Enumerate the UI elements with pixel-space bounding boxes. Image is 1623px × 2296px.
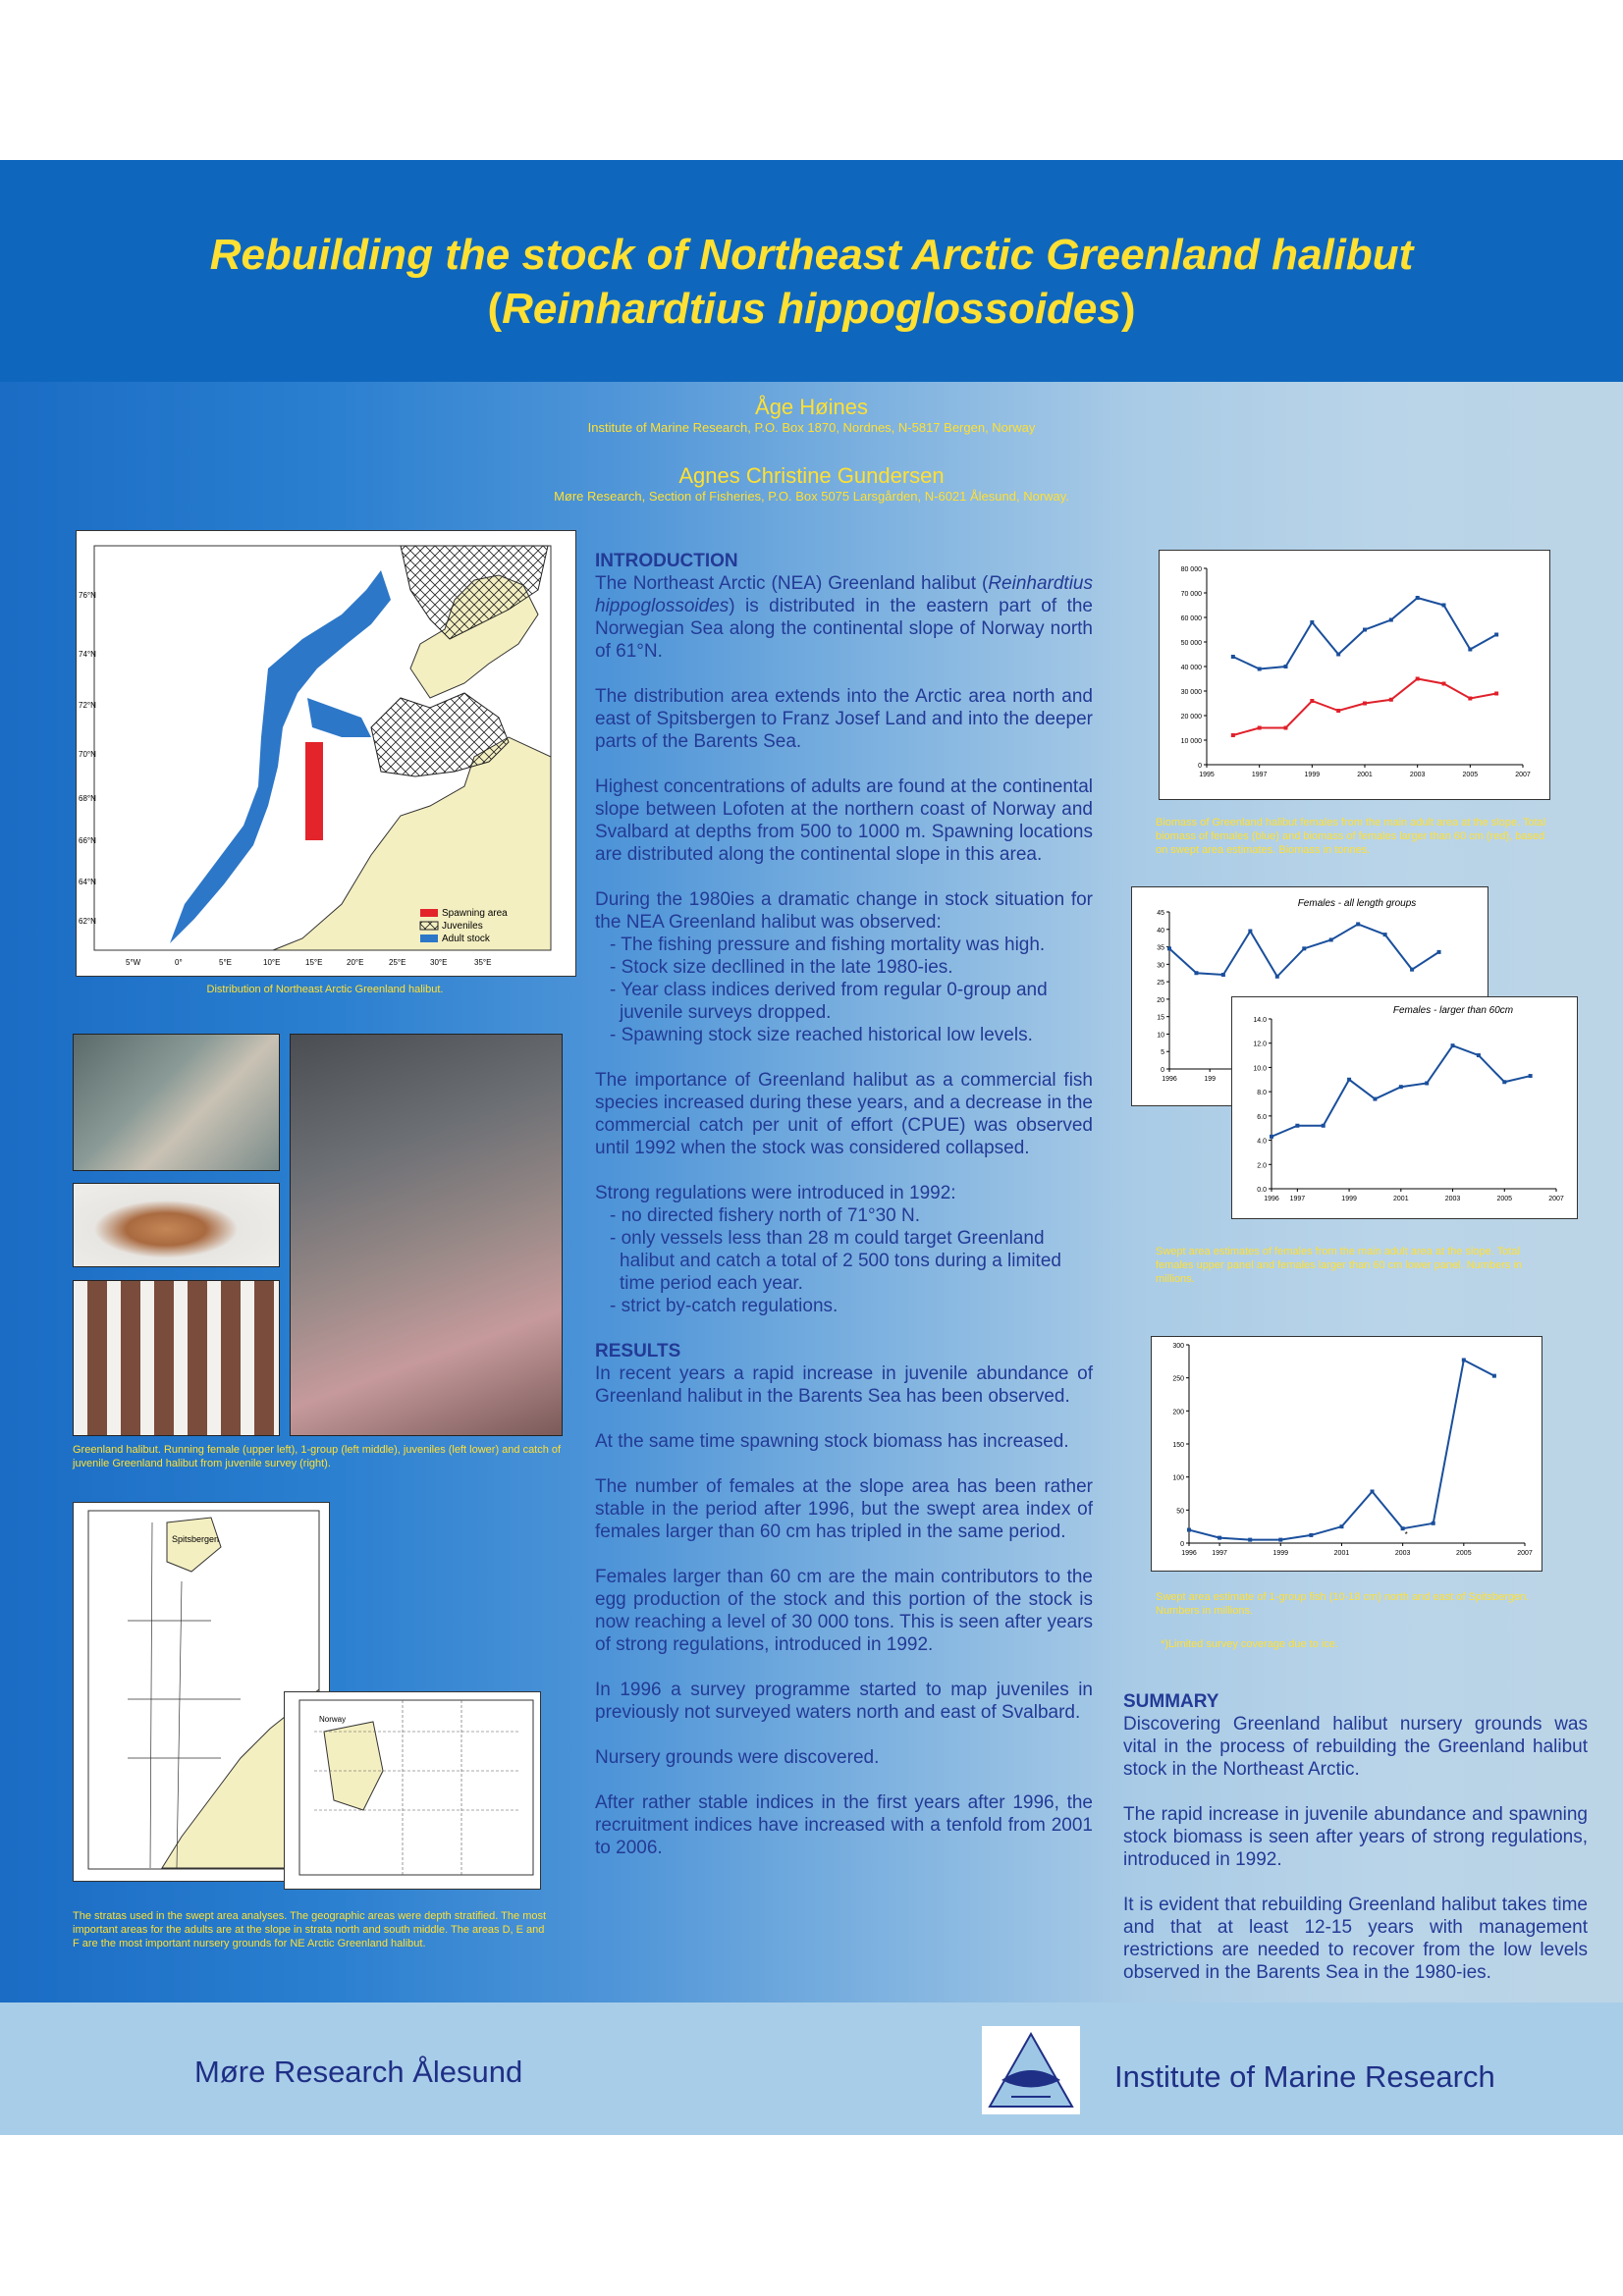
results-paragraph-7: After rather stable indices in the first years after 1996, the recruitment indices have increased with a tenfold from 2001 to 2006. [595,1792,1093,1858]
data-point [1437,950,1441,954]
data-point [1425,1081,1429,1085]
strata-map-east [284,1691,541,1890]
ice-note: *)Limited survey coverage due to ice. [1161,1638,1338,1650]
lat-label: 76°N [79,591,96,600]
photo-catch-juvenile-survey [290,1034,563,1436]
results-paragraph-5: In 1996 a survey programme started to map juveniles in previously not surveyed waters north and east of Svalbard. [595,1680,1093,1723]
intro-paragraph-2: The distribution area extends into the Arctic area north and east of Spitsbergen to Franz Josef Land and into the deeper parts of the Barents Sea. [595,686,1093,752]
title-paren-close: ) [1120,285,1136,333]
x-tick-label: 1999 [1304,772,1321,778]
data-point [1336,709,1340,713]
summary-heading: SUMMARY [1123,1691,1219,1712]
biomass-chart-svg [1160,551,1549,799]
y-tick-label: 200 [1172,1409,1184,1416]
data-point [1310,699,1314,703]
data-point [1322,1124,1325,1128]
data-point [1494,633,1498,637]
list-item: - no directed fishery north of 71°30 N. [610,1205,920,1226]
y-tick-label: 10.0 [1253,1065,1267,1073]
x-tick-label: 1997 [1251,772,1268,778]
x-tick-label: 2003 [1394,1550,1411,1557]
x-tick-label: 2007 [1515,772,1531,778]
data-point [1309,1533,1313,1537]
onegroup-chart [1151,1336,1542,1572]
y-tick-label: 30 [1157,962,1164,970]
x-tick-label: 2007 [1548,1196,1564,1202]
females-caption: Swept area estimates of females from the main adult area at the slope. Total females upper panel and females larger than 60 cm lower panel. Numbers in millions. [1156,1246,1522,1285]
legend-swatch-spawning [420,909,438,917]
list-item: - Spawning stock size reached historical low levels. [610,1025,1033,1045]
y-tick-label: 15 [1157,1014,1164,1022]
author-1-name: Åge Høines [755,395,868,419]
author-1-affiliation: Institute of Marine Research, P.O. Box 1870, Nordnes, N-5817 Bergen, Norway [587,420,1036,435]
data-point [1347,1078,1351,1082]
y-tick-label: 5 [1161,1049,1164,1057]
data-point [1167,946,1171,950]
introduction-heading: INTRODUCTION [595,551,738,571]
data-point [1258,667,1262,671]
y-tick-label: 25 [1157,980,1164,988]
lat-label: 70°N [79,750,96,759]
distribution-map [76,530,576,977]
intro-paragraph-3: Highest concentrations of adults are found at the continental slope between Lofoten at the northern coast of Norway and Svalbard at depths from 500 to 1000 m. Spawning locations are distributed along the continental slope in this area. [595,776,1093,865]
onegroup-chart-svg [1152,1337,1542,1571]
x-tick-label: 2005 [1456,1550,1472,1557]
lon-label: 35°E [474,958,492,967]
x-tick-label: 2005 [1462,772,1479,778]
data-point [1399,1085,1403,1089]
y-tick-label: 80 000 [1180,566,1202,573]
lat-label: 64°N [79,878,96,886]
lon-label: 20°E [347,958,364,967]
y-tick-label: 50 000 [1180,640,1202,647]
x-tick-label: 2001 [1333,1550,1350,1557]
x-tick-label: 2001 [1393,1196,1409,1202]
data-point [1468,648,1472,652]
spawning-area [305,742,323,840]
intro-paragraph-6: Strong regulations were introduced in 1992: [595,1183,956,1203]
data-point [1371,1489,1375,1493]
lon-label: 25°E [389,958,406,967]
chart-title: Females - larger than 60cm [1392,1005,1514,1016]
data-point [1248,1538,1252,1542]
label-norway: Norway [319,1715,347,1724]
photo-running-female [73,1034,280,1171]
y-tick-label: 35 [1157,944,1164,952]
lat-label: 72°N [79,701,96,710]
biomass-caption: Biomass of Greenland halibut females from the main adult area at the slope. Total biomass of females (blue) and biomass of females larger than 60 cm (red), based on swept area estimates. Biomass in tonnes. [1156,817,1546,856]
series-line-0 [1233,598,1496,669]
y-tick-label: 60 000 [1180,615,1202,622]
legend-swatch-adult [420,934,438,942]
summary-paragraph-2: The rapid increase in juvenile abundance and spawning stock biomass is seen after years of strong regulations, introduced in 1992. [1123,1804,1588,1870]
intro-paragraph-1 [595,572,1093,663]
intro-list-1 [595,934,1093,1046]
y-tick-label: 70 000 [1180,591,1202,598]
series-line-1 [1233,679,1496,736]
lat-label: 68°N [79,794,96,803]
intro-paragraph-4: During the 1980ies a dramatic change in stock situation for the NEA Greenland halibut was observed: [595,889,1093,933]
label-spitsbergen: Spitsbergen [172,1534,220,1544]
chart-annotation: * [1404,1530,1408,1539]
y-tick-label: 300 [1172,1343,1184,1350]
data-point [1442,604,1446,608]
y-tick-label: 10 [1157,1032,1164,1040]
lat-label: 74°N [79,650,96,659]
y-tick-label: 45 [1157,910,1164,917]
x-tick-label: 1999 [1341,1196,1357,1202]
title-line-2 [0,282,1623,336]
summary-paragraph-3: It is evident that rebuilding Greenland halibut takes time and that at least 12-15 years with management restrictions are needed to recover from the low levels observed in the Barents Sea in the 1980-ies. [1123,1895,1588,1983]
y-tick-label: 0 [1180,1541,1184,1548]
series-line-0 [1189,1360,1494,1539]
x-tick-label: 1995 [1199,772,1215,778]
data-point [1258,726,1262,730]
lon-label: 10°E [263,958,281,967]
x-tick-label: 2003 [1444,1196,1461,1202]
intro-p1-latin: Reinhardtius hippoglossoides [595,573,1093,616]
data-point [1373,1097,1377,1101]
footer-right-org: Institute of Marine Research [1114,2059,1495,2094]
lon-label: 30°E [430,958,448,967]
y-tick-label: 20 000 [1180,714,1202,721]
y-tick-label: 0 [1161,1067,1164,1074]
list-item: - strict by-catch regulations. [610,1296,839,1316]
biomass-chart [1159,550,1550,800]
photo-1-group [73,1183,280,1267]
lon-label: 15°E [305,958,323,967]
results-paragraph-6: Nursery grounds were discovered. [595,1747,880,1768]
data-point [1217,1536,1221,1540]
photos-caption: Greenland halibut. Running female (upper left), 1-group (left middle), juveniles (left lower) and catch of juvenile Greenland halibut from juvenile survey (right). [73,1444,562,1469]
y-tick-label: 6.0 [1257,1113,1267,1121]
data-point [1194,971,1198,975]
legend-spawning-label: Spawning area [442,908,508,919]
data-point [1284,726,1288,730]
author-1 [0,395,1623,435]
lat-label: 66°N [79,836,96,845]
data-point [1302,946,1306,950]
data-point [1187,1528,1191,1532]
x-tick-label: 1996 [1181,1550,1197,1557]
y-tick-label: 40 000 [1180,665,1202,671]
data-point [1451,1043,1455,1047]
distribution-map-svg [77,531,575,976]
y-tick-label: 12.0 [1253,1041,1267,1048]
title-paren-open: ( [487,285,503,333]
onegroup-caption: Swept area estimate of 1-group fish (10-18 cm) north and east of Spitsbergen. Numbers in millions. [1156,1591,1530,1617]
y-tick-label: 4.0 [1257,1138,1267,1146]
x-tick-label: 199 [1204,1076,1217,1083]
data-point [1492,1374,1496,1378]
females-large-chart-svg [1232,997,1577,1218]
lon-label: 0° [175,958,183,967]
data-point [1442,682,1446,686]
data-point [1329,937,1333,941]
y-tick-label: 2.0 [1257,1162,1267,1170]
title-latin-name: Reinhardtius hippoglossoides [502,285,1121,333]
y-tick-label: 10 000 [1180,738,1202,745]
x-tick-label: 1996 [1162,1076,1177,1083]
list-item: - Stock size decllined in the late 1980-ies. [610,957,953,978]
data-point [1221,973,1225,977]
intro-list-2 [595,1204,1093,1317]
middle-column [595,550,1093,1882]
data-point [1363,628,1367,632]
results-paragraph-3: The number of females at the slope area has been rather stable in the period after 1996, but the swept area index of females larger than 60 cm has tripled in the same period. [595,1476,1093,1542]
x-tick-label: 1996 [1264,1196,1279,1202]
summary-paragraph-1: Discovering Greenland halibut nursery grounds was vital in the process of rebuilding the Greenland halibut stock in the Northeast Arctic. [1123,1714,1588,1780]
intro-paragraph-5: The importance of Greenland halibut as a commercial fish species increased during these years, and a decrease in the commercial catch per unit of effort (CPUE) was observed until 1992 when the stock was considered collapsed. [595,1070,1093,1158]
lon-label: 5°E [219,958,232,967]
results-paragraph-1: In recent years a rapid increase in juvenile abundance of Greenland halibut in the Barents Sea has been observed. [595,1363,1093,1407]
data-point [1389,698,1393,702]
data-point [1432,1522,1435,1525]
y-tick-label: 8.0 [1257,1090,1267,1097]
map1-caption: Distribution of Northeast Arctic Greenland halibut. [206,984,444,995]
females-large-chart [1231,996,1578,1219]
legend-adult-label: Adult stock [442,934,490,944]
x-tick-label: 1999 [1272,1550,1289,1557]
list-item: - The fishing pressure and fishing mortality was high. [610,934,1046,955]
data-point [1494,692,1498,696]
photo-juveniles [73,1280,280,1436]
y-tick-label: 50 [1176,1508,1184,1516]
y-tick-label: 0 [1198,763,1202,770]
legend-juveniles-label: Juveniles [442,921,483,932]
data-point [1310,620,1314,624]
y-tick-label: 100 [1172,1474,1184,1482]
results-paragraph-4: Females larger than 60 cm are the main contributors to the egg production of the stock and this portion of the stock is now reaching a level of 30 000 tons. This is seen after years of strong regulations, introduced in 1992. [595,1567,1093,1655]
y-tick-label: 250 [1172,1375,1184,1383]
data-point [1278,1538,1282,1542]
data-point [1468,697,1472,701]
results-paragraph-2: At the same time spawning stock biomass has increased. [595,1431,1069,1452]
list-item: - only vessels less than 28 m could target Greenland halibut and catch a total of 2 500 tons during a limited time period each year. [610,1228,1061,1294]
poster-title [0,228,1623,336]
x-tick-label: 2007 [1517,1550,1533,1557]
summary-column [1123,1690,1588,2006]
x-tick-label: 1997 [1212,1550,1227,1557]
data-point [1275,975,1279,979]
strata-map-east-svg [285,1692,540,1889]
data-point [1339,1524,1343,1528]
y-tick-label: 14.0 [1253,1017,1267,1024]
y-tick-label: 20 [1157,996,1164,1004]
data-point [1462,1358,1466,1362]
y-tick-label: 30 000 [1180,689,1202,696]
data-point [1410,968,1414,972]
data-point [1529,1074,1533,1078]
data-point [1389,618,1393,622]
data-point [1502,1080,1506,1084]
chart-title: Females - all length groups [1297,898,1417,909]
data-point [1416,596,1420,600]
data-point [1231,655,1235,659]
data-point [1336,653,1340,657]
map-lat-labels [79,591,96,926]
imr-logo-icon [982,2026,1080,2114]
imr-logo [982,2026,1080,2114]
data-point [1356,922,1360,926]
x-tick-label: 2005 [1496,1196,1513,1202]
data-point [1248,930,1252,934]
data-point [1231,733,1235,737]
y-tick-label: 40 [1157,927,1164,934]
footer-left-org: Møre Research Ålesund [194,2055,523,2089]
data-point [1477,1053,1481,1057]
data-point [1295,1124,1299,1128]
y-tick-label: 150 [1172,1442,1184,1449]
x-tick-label: 2003 [1409,772,1426,778]
intro-p1-pre: The Northeast Arctic (NEA) Greenland halibut ( [595,573,989,594]
legend-swatch-juveniles [420,922,438,930]
data-point [1270,1135,1273,1139]
results-heading: RESULTS [595,1341,681,1362]
data-point [1416,677,1420,681]
strata-caption: The stratas used in the swept area analyses. The geographic areas were depth stratified. The most important areas for the adults are at the slope in strata north and south middle. The areas D, E and F are the most important nursery grounds for NE Arctic Greenland halibut. [73,1910,547,1949]
lat-label: 62°N [79,917,96,926]
author-2 [0,463,1623,504]
x-tick-label: 1997 [1289,1196,1306,1202]
title-line-1: Rebuilding the stock of Northeast Arctic Greenland halibut [209,231,1414,279]
data-point [1383,933,1387,936]
author-2-affiliation: Møre Research, Section of Fisheries, P.O. Box 5075 Larsgården, N-6021 Ålesund, Norway. [554,489,1069,504]
map-lon-labels [126,958,491,967]
author-2-name: Agnes Christine Gundersen [678,463,945,488]
list-item: - Year class indices derived from regular 0-group and juvenile surveys dropped. [610,980,1048,1023]
lon-label: 5°W [126,958,141,967]
intro-p1-post: ) is distributed in the eastern part of the Norwegian Sea along the continental slope of Norway north of 61°N. [595,596,1093,662]
data-point [1363,702,1367,706]
series-line-0 [1271,1045,1531,1137]
y-tick-label: 0.0 [1257,1187,1267,1194]
x-tick-label: 2001 [1357,772,1373,778]
data-point [1284,665,1288,668]
